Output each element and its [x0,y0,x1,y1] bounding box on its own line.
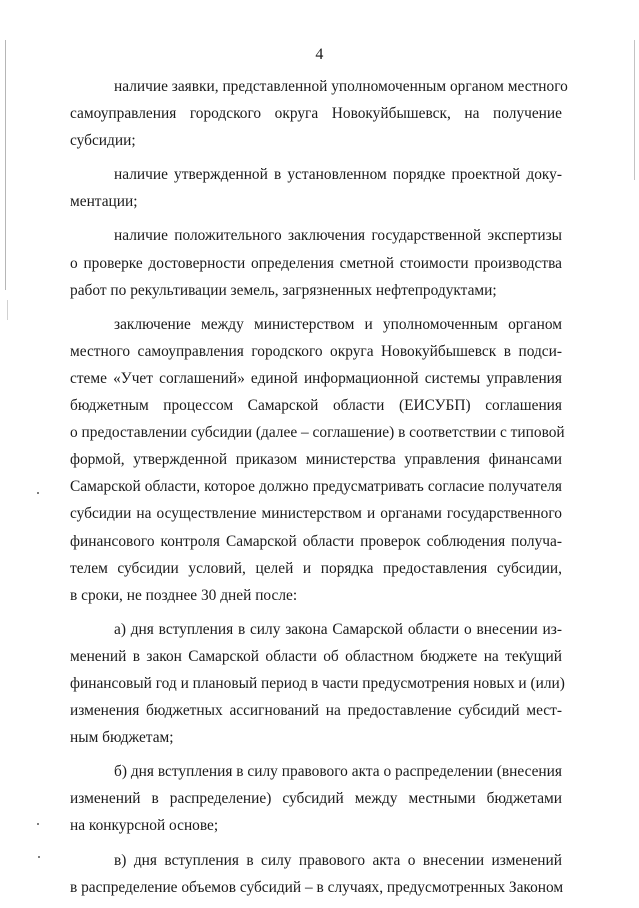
text-line: в распределение объемов субсидий – в случаях, предусмотренных Законом [70,878,564,896]
text-line: ментации; [70,193,138,211]
document-body [70,73,568,908]
text-line: в сроки, не позднее 30 дней после: [70,586,298,604]
text-line: в) дня вступления в силу правового акта о внесении изменений [114,851,562,869]
scan-edge-mark [5,40,6,290]
text-line: наличие утвержденной в установленном порядке проектной доку- [114,166,562,184]
text-line: изменений в распределение) субсидий между местными бюджетами [70,790,562,808]
scan-speck [37,492,39,494]
text-line: самоуправления городского округа Новокуйбышевск, на получение [70,105,562,123]
page-number: 4 [315,46,324,63]
scan-edge-mark [7,300,8,320]
text-line: о предоставлении субсидии (далее – соглашение) в соответствии с типовой [70,424,565,442]
text-line: местного самоуправления городского округа Новокуйбышевск в подси- [70,342,562,360]
paragraph [70,73,568,154]
text-line: субсидии; [70,132,136,150]
scan-speck [38,856,40,858]
paragraph [70,222,562,303]
text-line: наличие заявки, представленной уполномоченным органом местного [114,78,568,95]
paragraph [70,758,562,839]
text-line: бюджетным процессом Самарской области (ЕИСУБП) соглашения [70,397,562,415]
text-line: заключение между министерством и уполномоченным органом [114,315,562,333]
text-line: ным бюджетам; [70,729,174,747]
text-line: субсидии на осуществление министерством и органами государственного [70,505,562,523]
text-line: финансового контроля Самарской области проверок соблюдения получа- [70,532,562,550]
text-line: о проверке достоверности определения сметной стоимости производства [70,254,562,272]
scan-speck [37,823,39,825]
text-line: финансовый год и плановый период в части предусмотрения новых и (или) [70,674,565,692]
text-line: менений в закон Самарской области об областном бюджете на текущий [70,647,562,665]
text-line: изменения бюджетных ассигнований на предоставление субсидий мест- [70,702,562,720]
text-line: работ по рекультивации земель, загрязненных нефтепродуктами; [70,281,497,299]
text-line: телем субсидии условий, целей и порядка предоставления субсидии, [70,559,562,577]
text-line: наличие положительного заключения государственной экспертизы [114,227,562,245]
text-line: а) дня вступления в силу закона Самарской области о внесении из- [114,620,562,638]
paragraph [70,161,562,215]
text-line: на конкурсной основе; [70,817,219,835]
paragraph [70,847,562,901]
text-line: Самарской области, которое должно предусматривать согласие получателя [70,478,562,496]
text-line: б) дня вступления в силу правового акта о распределении (внесения [114,763,562,781]
text-line: стеме «Учет соглашений» единой информационной системы управления [70,369,562,387]
paragraph [70,616,565,751]
paragraph [70,311,565,609]
text-line: формой, утвержденной приказом министерства управления финансами [70,451,562,469]
